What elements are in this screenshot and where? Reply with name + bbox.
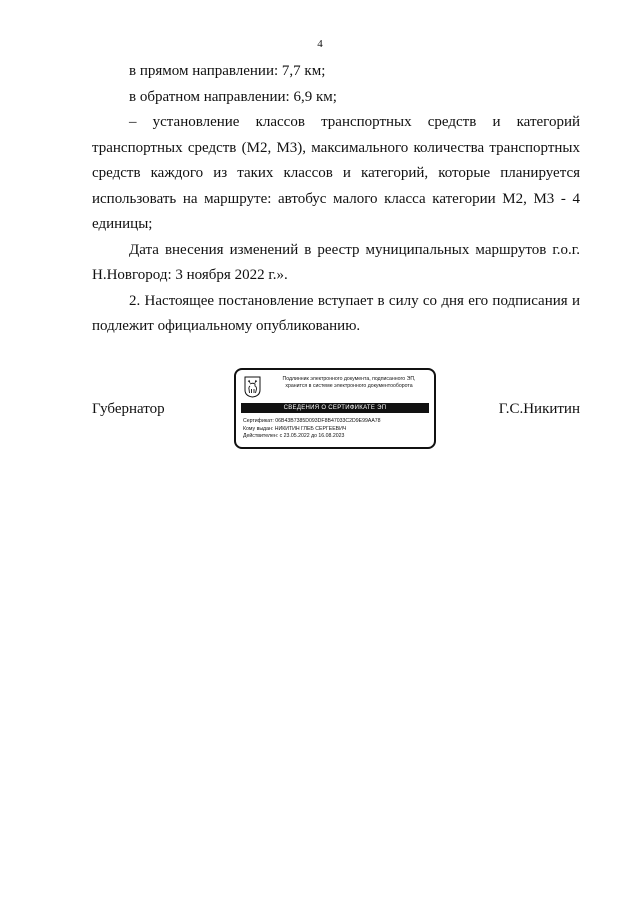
paragraph-effective-clause: 2. Настоящее постановление вступает в силу со дня его подписания и подлежит официальному опубликованию. (92, 292, 580, 334)
stamp-row-certificate (243, 418, 431, 426)
paragraph-vehicle-classes: – установление классов транспортных средств и категорий транспортных средств (М2, М3), максимального количества транспортных средств каждого из таких классов и категорий, которые планируется использовать на маршруте: автобус малого класса категории М2, М3 - 4 единицы; (92, 114, 580, 232)
stamp-certificate-bar: СВЕДЕНИЯ О СЕРТИФИКАТЕ ЭП (241, 403, 429, 413)
validity-value: с 23.05.2022 до 16.08.2023 (279, 433, 345, 439)
stamp-row-issued-to (243, 426, 431, 434)
certificate-label: Сертификат: (243, 418, 274, 424)
stamp-details (243, 418, 431, 441)
paragraph-reverse-distance: в обратном направлении: 6,9 км; (129, 88, 337, 105)
signer-name: Г.С.Никитин (498, 401, 580, 417)
issued-to-value: НИКИТИН ГЛЕБ СЕРГЕЕВИЧ (274, 425, 347, 432)
electronic-signature-stamp (234, 368, 436, 449)
deer-emblem-icon (244, 376, 261, 398)
stamp-header (264, 376, 434, 390)
paragraph-forward-distance: в прямом направлении: 7,7 км; (129, 63, 326, 79)
signature-block (92, 368, 580, 452)
paragraph-registry-date: Дата внесения изменений в реестр муниципальных маршрутов г.о.г. Н.Новгород: 3 ноября 2022 г.». (92, 241, 580, 283)
certificate-value: 06B43B7385D093DF8B47033C2D9E99AA78 (275, 418, 381, 424)
signer-title: Губернатор (92, 401, 165, 417)
issued-to-label: Кому выдан: (243, 425, 274, 432)
stamp-row-validity (243, 433, 431, 441)
stamp-header-line: Подлинник электронного документа, подписанного ЭП, (282, 376, 416, 382)
document-body (92, 59, 580, 340)
page-number: 4 (317, 38, 323, 50)
stamp-header-line: хранится в системе электронного документооборота (285, 383, 413, 389)
validity-label: Действителен: (243, 433, 279, 439)
